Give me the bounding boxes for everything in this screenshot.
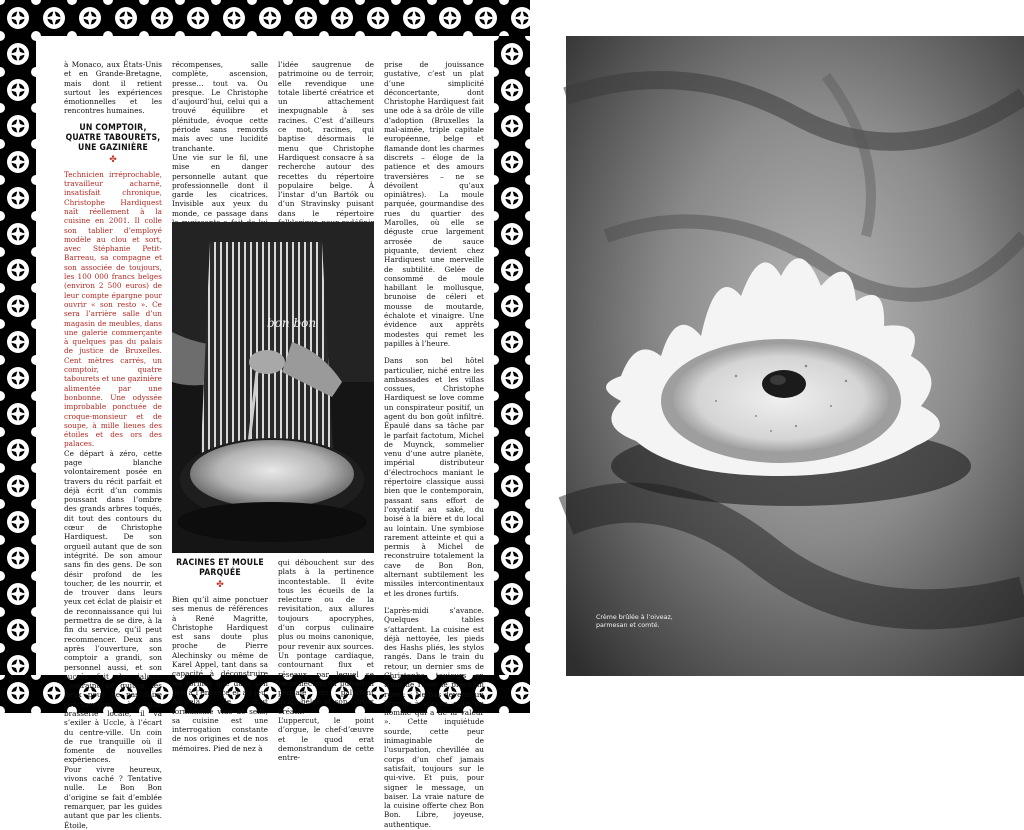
flower-ornament-icon: ✤ <box>109 154 117 165</box>
paragraph: récompenses, salle complète, ascension, presse… tout va. Ou presque. Le Christophe d’aujourd’hui, celui qui a trouvé équilibre et plénitude, évoque cette période sans remords mais avec une lucidité tranchante. <box>172 60 268 153</box>
section-heading: UN COMPTOIR, QUATRE TABOURETS, UNE GAZINIÈRE <box>65 122 161 153</box>
border-left <box>0 36 36 675</box>
border-right <box>494 36 530 675</box>
paragraph: à Monaco, aux États-Unis et en Grande-Bretagne, mais dont il retient surtout les expériences émotionnelles et les rencontres humaines. <box>64 60 162 116</box>
paragraph: Technicien irréprochable, travailleur acharné, insatisfait chronique, Christophe Hardiquest naît réellement à la cuisine en 2001. Il colle son tablier d’employé modèle au clou et sort, avec Stéphanie Petit-Barreau, sa compagne et son associée de toujours, les 100 000 francs belges (environ 2 500 euros) de leur compte épargne pour ouvrir « son resto ». Ce sera l’arrière salle d’un magasin de meubles, dans une galerie commerçante à quelques pas du palais de justice de Bruxelles. Cent mètres carrés, un comptoir, quatre tabourets et une gazinière alimentée par une bonbonne. Une odyssée improbable ponctuée de croque-monsieur et de soupe, à mille lieues des étoiles et des ors des palaces. <box>64 169 162 449</box>
column-3-lower <box>278 558 374 763</box>
paragraph: Ce départ à zéro, cette page blanche volontairement posée en travers du récit parfait et déjà écrit d’un commis poussant dans l’ombre des grands arbres toqués, dit tout des contours du cœur de Christophe Hardiquest. De son orgueil autant que de son intégrité. De son amour sans fin des gens. De son désir profond de les toucher, de les nourrir, et de trouver dans leurs yeux cet éclat de plaisir et de reconnaissance qui lui permettra de se dire, à la fin du service, qu’il peut recommencer. Deux ans après l’ouverture, son comptoir a grandi, son personnel aussi, et son succès fait des jaloux. Contraint de quitter les lieux pour ne pas faire concurrence à une brasserie locale, il va s’exiler à Uccle, à l’écart du centre-ville. Un coin de rue tranquille où il fomente de nouvelles expériences. <box>64 448 162 765</box>
chef-photo <box>172 222 374 553</box>
column-1 <box>64 60 162 830</box>
dish-photo <box>566 36 1024 676</box>
article-body <box>60 60 484 830</box>
column-4 <box>384 60 484 829</box>
section-heading-block <box>64 123 162 165</box>
paragraph: Dans son bel hôtel particulier, niché entre les ambassades et les villas cossues, Christophe Hardiquest se love comme un conspirateur positif, un agent du bon goût infiltré. Épaulé dans sa tâche par le parfait factotum, Michel de Muynck, sommelier venu d’une autre planète, impérial distributeur d’électrochocs maniant le répertoire classique aussi bien que le contemporain, passant sans effort de l’oxydatif au saké, du boisé à la bière et du local au lointain. Une symbiose rarement atteinte et qui a permis à Michel de reconstruire totalement la cave de Bon Bon, alternant subtilement les missiles intercontinentaux et les drones furtifs. <box>384 356 484 598</box>
paragraph: qui débouchent sur des plats à la pertinence incontestable. Il évite tous les écueils de la relecture ou de la revisitation, aux allures toujours apocryphes, d’un corpus culinaire plus ou moins canonique, pour revenir aux sources. Un pontage cardiaque, contournant flux et réseaux, par lequel se reconnectent la pulsation primale du palpitant belgo-belge et son cortex créatif. <box>278 558 374 716</box>
paragraph: prise de jouissance gustative, c’est un plat d’une simplicité déconcertante, dont Christophe Hardiquest fait une ode à sa drôle de ville d’adoption (Bruxelles la mal-aimée, triple capitale européenne, belge et flamande dont les charmes discrets – éloge de la patience et des amours traversières – ne se dévoilent qu’aux opiniâtres). La moule parquée, gourmandise des rues du quartier des Marolles, où elle se déguste crue largement arrosée de sauce piquante, devient chez Hardiquest une merveille de subtilité. Gelée de consommé de moule habillant le mollusque, brunoise de céleri et mousse de moutarde, échalote et vinaigre. Une évidence aux apprêts modestes qui remet les papilles à l’heure. <box>384 60 484 348</box>
paragraph: L’après-midi s’avance. Quelques tables s’attardent. La cuisine est déjà nettoyée, les pieds des Hashs pliés, les stylos rangés. Dans le train du retour, un dernier sms de Christophe, toujours en train de rêver le prochain rêve : « Ne pas devenir un homme à succès, mais un homme qui a de la valeur ». Cette inquiétude sourde, cette peur inimaginable de l’usurpation, chevillée au corps d’un chef jamais satisfait, toujours sur le qui-vive. Et puis, pour signer le message, un baiser. La vraie nature de la cuisine offerte chez Bon Bon. Libre, joyeuse, authentique. <box>384 605 484 829</box>
apron-logo: bon bon <box>267 316 317 330</box>
paragraph: l’idée saugrenue de patrimoine ou de terroir, elle revendique une totale liberté créatrice et un attachement inexpugnable à ses racines. C’est d’ailleurs ce mot, racines, qui baptise désormais le menu que Christophe Hardiquest consacre à sa recherche autour des recettes du répertoire populaire belge. À l’instar d’un Bartók ou d’un Stravinsky puisant dans le répertoire <box>278 60 374 218</box>
paragraph: L’uppercut, le point d’orgue, le chef-d’œuvre et le quod erat demonstrandum de cette entre- <box>278 716 374 763</box>
section-heading: RACINES ET MOULE PARQUÉE <box>176 558 264 578</box>
border-top <box>0 0 530 36</box>
photo-caption: Crème brûlée à l’oiveaz, parmesan et comté. <box>596 614 673 629</box>
paragraph: Pour vivre heureux, vivons caché ? Tentative nulle. Le Bon Bon d’origine se fait d’emblée remarquer, par les guides autant que par les clients. Étoile, <box>64 764 162 830</box>
flower-ornament-icon: ✤ <box>216 580 224 590</box>
column-2-lower <box>172 558 268 753</box>
paragraph: Une vie sur le fil, une mise en danger personnelle autant que professionnelle dont il garde les cicatrices. Invisible aux yeux du monde, ce passage dans <box>172 152 268 218</box>
paragraph: Bien qu’il aime ponctuer ses menus de références à René Magritte, Christophe Hardiquest est sans doute plus proche de Pierre Alechinsky ou même de Karel Appel, tant dans sa capacité à déconstruire les formes que dans son lien à l’enfance et au jeu. Au-delà de tout formalisme vide de sens, sa cuisine est une interrogation constante de nos origines et de nos mémoires. Pied de nez à <box>172 595 268 753</box>
